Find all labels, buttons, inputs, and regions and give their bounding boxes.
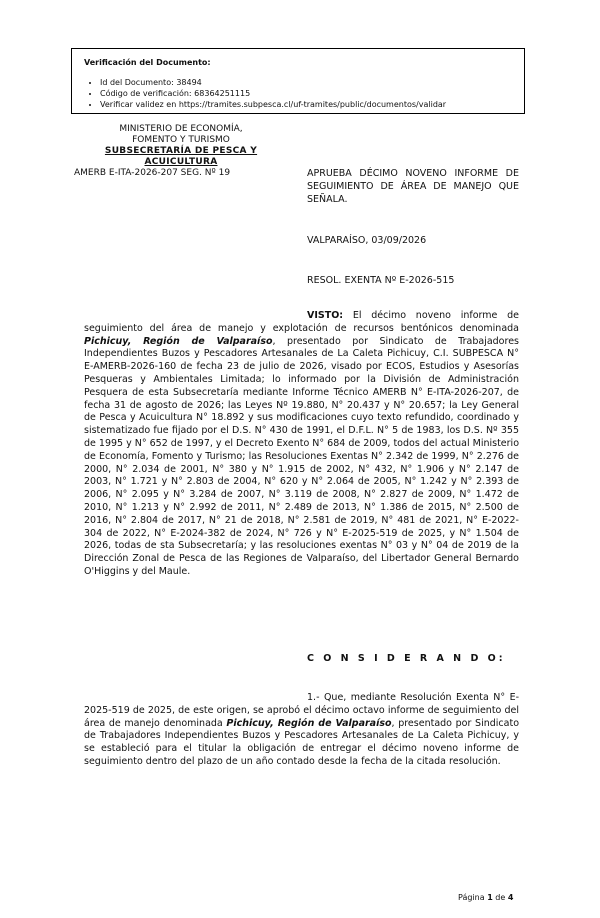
place-date: VALPARAÍSO, 03/09/2026 [307,235,427,246]
verification-box [71,48,525,114]
visto-paragraph [84,310,519,579]
page-sep: de [492,893,508,902]
resolution-number: RESOL. EXENTA Nº E-2026-515 [307,275,455,286]
visto-text-a: El décimo noveno informe de seguimiento del área de manejo y explotación de recursos bentónicos denominada [84,310,519,334]
verification-code-item: • Código de verificación: 68364251115 [100,88,514,99]
resolution-summary: APRUEBA DÉCIMO NOVENO INFORME DE SEGUIMIENTO DE ÁREA DE MANEJO QUE SEÑALA. [307,168,519,205]
visto-label: VISTO: [307,310,344,321]
ministry-line-1: MINISTERIO DE ECONOMÍA, [119,124,243,134]
subsecretaria-name: SUBSECRETARÍA DE PESCA Y ACUICULTURA [104,146,258,167]
document-id-item: • Id del Documento: 38494 [100,77,514,88]
considerando-p1-text-b: , presentado por Sindicato de Trabajadores Independientes Buzos y Pescadores Artesanales de La Caleta Pichicuy, y se estableció para el titular la obligación de entregar el décimo noveno informe de seguimiento dentro del plazo de un año contado desde la fecha de la citada resolución. [84,717,520,767]
considerando-p1-text-a: 1.- Que, mediante Resolución Exenta N° E-2025-519 de 2025, de este origen, se aprobó el décimo octavo informe de seguimiento del área de manejo denominada [84,692,519,729]
verification-title: Verificación del Documento: [84,58,211,67]
considerando-heading: C O N S I D E R A N D O: [307,653,506,664]
page-number [458,893,513,902]
page-current: 1 [487,893,493,902]
ministry-line-2: FOMENTO Y TURISMO [132,135,230,145]
page-prefix: Página [458,893,488,902]
ministry-header [70,124,292,179]
document-reference: AMERB E-ITA-2026-207 SEG. Nº 19 [74,168,231,178]
considerando-p1-area-name: Pichicuy, Región de Valparaíso [226,717,392,729]
visto-area-name: Pichicuy, Región de Valparaíso [84,335,273,347]
considerando-paragraph-1 [84,692,519,769]
verification-list [84,77,514,110]
visto-text-b: , presentado por Sindicato de Trabajadores Independientes Buzos y Pescadores Artesanales de La Caleta Pichicuy, C.I. SUBPESCA N° E-AMERB-2026-160 de fecha 23 de julio de 2026, visado por ECOS, Estudios y Asesorías Pesqueras y Ambientales Limitada; lo informado por la División de Administración Pesquera de esta Subsecretaría mediante Informe Técnico AMERB N° E-ITA-2026-207, de fecha 31 de agosto de 2026; las Leyes Nº 19.880, N° 20.437 y N° 20.657; la Ley General de Pesca y Acuicultura N° 18.892 y sus modificaciones cuyo texto refundido, coordinado y sistematizado fue fijado por el D.S. N° 430 de 1991, el D.F.L. N° 5 de 1983, los D.S. Nº 355 de 1995 y N° 652 de 1997, y el Decreto Exento N° 684 de 2009, todos del actual Ministerio de Economía, Fomento y Turismo; las Resoluciones Exentas N° 2.342 de 1999, N° 2.276 de 2000, N° 2.034 de 2001, N° 380 y N° 1.915 de 2002, N° 432, N° 1.906 y N° 2.147 de 2003, N° 1.721 y N° 2.803 de 2004, N° 620 y N° 2.064 de 2005, N° 1.242 y N° 2.393 de 2006, N° 2.095 y N° 3.284 de 2007, N° 3.119 de 2008, N° 2.827 de 2009, N° 1.472 de 2010, N° 1.213 y N° 2.992 de 2011, N° 2.489 de 2013, N° 1.386 de 2015, N° 2.500 de 2016, N° 2.804 de 2017, N° 21 de 2018, N° 2.581 de 2019, N° 481 de 2021, N° E-2022-304 de 2022, N° E-2024-382 de 2024, N° 726 y N° E-2025-519 de 2025, y N° 1.504 de 2026, todas de sta Subsecretaría; y las resoluciones exentas N° 03 y N° 04 de 2019 de la Dirección Zonal de Pesca de las Regiones de Valparaíso, del Libertador General Bernardo O'Higgins y del Maule. [84,335,519,577]
verification-url-item[interactable]: • Verificar validez en https://tramites.subpesca.cl/uf-tramites/public/documentos/validar [100,99,514,110]
page-total: 4 [507,893,514,902]
